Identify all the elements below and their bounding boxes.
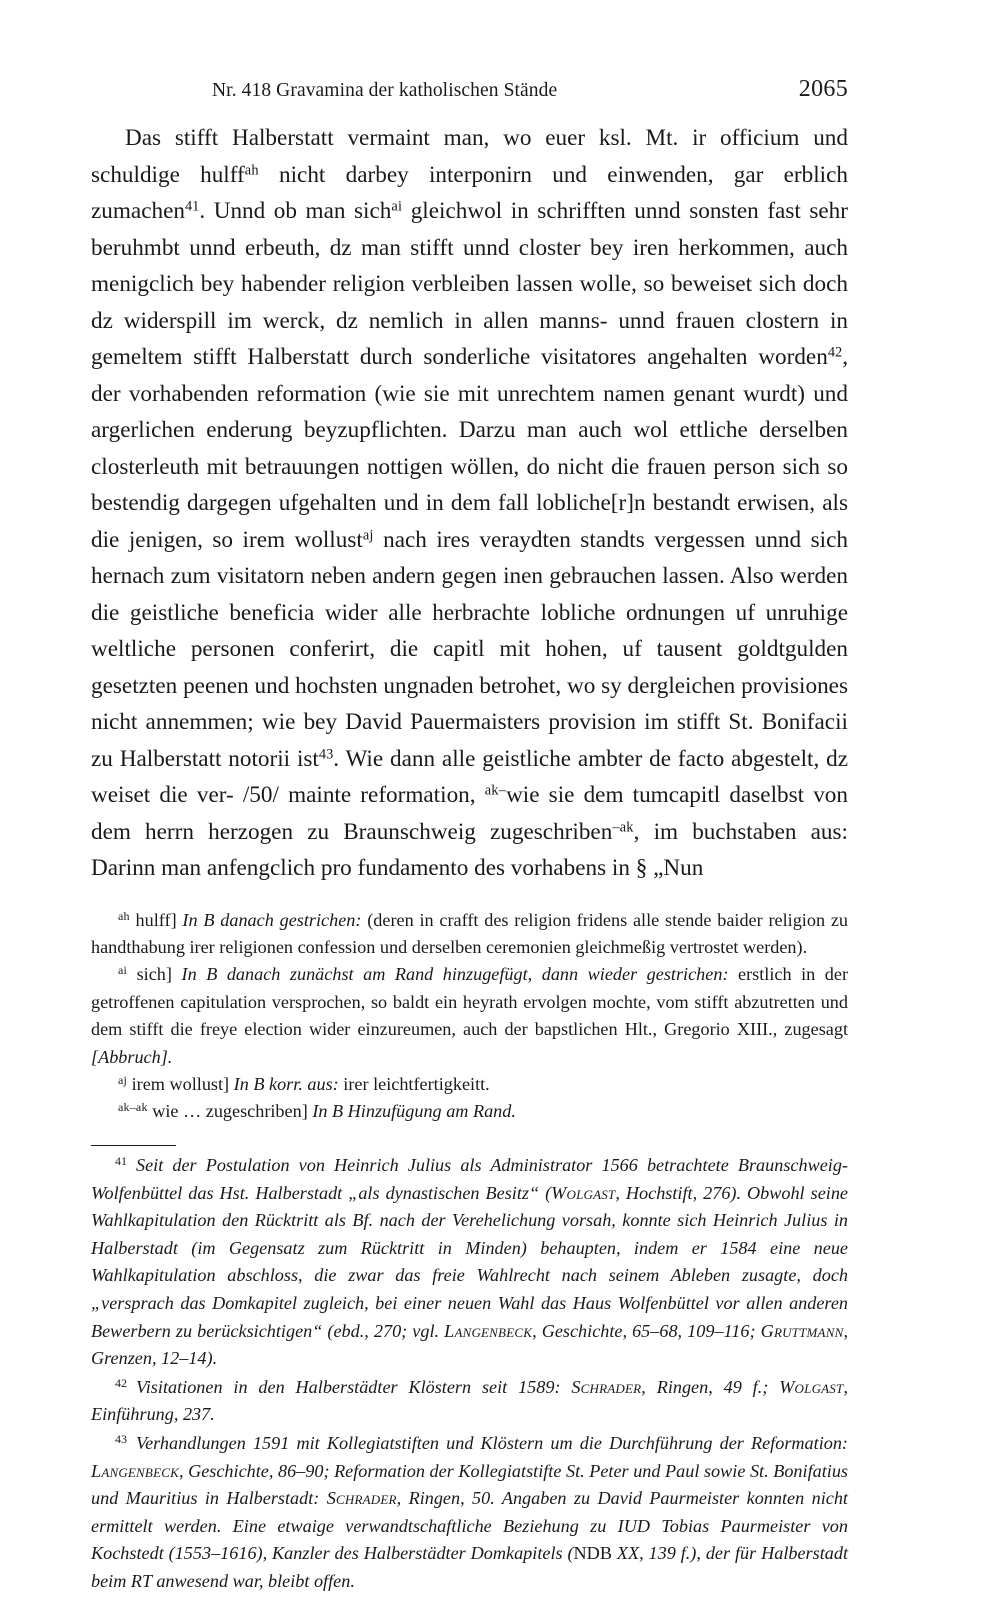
bibliographic-author: Langenbeck [91,1460,179,1481]
apparatus-editorial-remark: In B danach gestrichen: [182,909,362,930]
apparatus-ref[interactable]: ak– [484,782,507,799]
apparatus-note-siglum: ah [118,908,130,923]
footnote: $^{41}$ Seit der Postulation von Heinrich Julius als Administrator 1566 betrachtete Braunschweig-Wolfenbüttel das Hst. Halberstadt „als dynastischen Besitz“ (Wolgast, Hochstift, 276). Obwohl seine Wahlkapitulation den Rücktritt als Bf. nach der Verehelichung vorsah, konnte sich Heinrich Julius in Halberstadt (im Gegensatz zum Rücktritt in Minden) behaupten, indem er 1584 eine neue Wahlkapitulation abschloss, die zwar das freie Wahlrecht nach seinem Ableben zusagte, doch „versprach das Domkapitel zugleich, bei einer neuen Wahl das Haus Wolfenbüttel vor allen anderen Bewerbern zu berücksichtigen“ (ebd., 270; vgl. Langenbeck, Geschichte, 65–68, 109–116; Gruttmann, Grenzen, 12–14). [91,1154,848,1369]
bibliographic-author: Wolgast [551,1182,616,1203]
apparatus-lemma-bracket: ] [223,1073,230,1094]
apparatus-note-siglum: ak–ak [118,1100,148,1115]
footnote-ref[interactable]: 41 [184,198,200,215]
footnote-separator-rule [91,1145,176,1146]
bibliographic-author: Langenbeck [444,1320,533,1341]
apparatus-note: $^{ai}$ sich] In B danach zunächst am Rand hinzugefügt, dann wieder gestrichen: erstlich in der getroffenen capitulation versprochen, so baldt ein heyrath ervolgen mochte, vom stifft abzutretten und dem stifft die freye election wider einzureumen, auch der bapstlichen Hlt., Gregorio XIII., zugesagt [Abbruch]. [91,963,848,1067]
running-head [91,76,848,106]
bibliographic-author: Schrader [326,1488,397,1509]
apparatus-lemma-bracket: ] [301,1101,308,1122]
footnote-number: 43 [115,1431,127,1446]
footnote: $^{42}$ Visitationen in den Halberstädter Klöstern seit 1589: Schrader, Ringen, 49 f.; Wolgast, Einführung, 237. [91,1375,848,1425]
apparatus-ref[interactable]: aj [362,527,374,544]
bibliographic-author: Gruttmann [760,1320,844,1341]
reference-abbreviation: NDB [573,1543,612,1564]
apparatus-editorial-remark: In B danach zunächst am Rand hinzugefügt, dann wieder gestrichen: [181,964,729,985]
bibliographic-author: Wolgast [779,1376,844,1397]
apparatus-editorial-remark: [Abbruch]. [91,1046,173,1067]
apparatus-note: $^{ah}$ hulff] In B danach gestrichen: (deren in crafft des religion fridens alle stende baider religion zu handthabung irer religionen confession und derselben ceremonien gleichmeßig vertrostet werden). [91,908,849,957]
apparatus-note-siglum: aj [118,1072,128,1087]
page-number: 2065 [798,76,848,102]
apparatus-lemma-bracket: ] [165,964,172,985]
apparatus-lemma-bracket: ] [170,909,177,930]
footnotes-block [91,1152,848,1596]
page-content [91,0,848,1597]
footnote-number: 41 [115,1154,127,1169]
footnote-number: 42 [115,1375,127,1390]
apparatus-editorial-remark: In B korr. aus: [233,1073,339,1094]
apparatus-ref[interactable]: ai [391,198,403,215]
main-edition-text [91,120,848,887]
apparatus-note: $^{ak-ak}$ wie … zugeschriben] In B Hinzufügung am Rand. [118,1100,516,1122]
footnote-ref[interactable]: 43 [318,746,334,763]
apparatus-note: $^{aj}$ irem wollust] In B korr. aus: irer leichtfertigkeitt. [118,1072,490,1094]
apparatus-editorial-remark: In B Hinzufügung am Rand. [312,1101,516,1122]
critical-apparatus [91,907,848,1126]
running-head-title: Nr. 418 Gravamina der katholischen Stände [212,80,558,101]
apparatus-note-siglum: ai [118,963,128,978]
bibliographic-author: Schrader [571,1376,642,1397]
footnote: $^{43}$ Verhandlungen 1591 mit Kollegiatstiften und Klöstern um die Durchführung der Reformation: Langenbeck, Geschichte, 86–90; Reformation der Kollegiatstifte St. Peter und Paul sowie St. Bonifatius und Mauritius in Halberstadt: Schrader, Ringen, 50. Angaben zu David Paurmeister konnten nicht ermittelt werden. Eine etwaige verwandtschaftliche Beziehung zu IUD Tobias Paurmeister von Kochstedt (1553–1616), Kanzler des Halberstädter Domkapitels (NDB XX, 139 f.), der für Halberstadt beim RT anwesend war, bleibt offen. [91,1431,848,1591]
apparatus-ref[interactable]: ah [244,162,259,179]
apparatus-ref[interactable]: –ak [612,819,634,836]
main-paragraph: Das stifft Halberstatt vermaint man, wo euer ksl. Mt. ir officium und schuldige hulff$^{ah}$ nicht darbey interponirn und einwenden, gar erblich zumachen$^{41}$. Unnd ob man sich$^{ai}$ gleichwol in schrifften unnd sonsten fast sehr beruhmbt unnd erbeuth, dz man stifft unnd closter bey iren herkommen, auch menigclich bey habender religion verbleiben lassen wolle, so beweiset sich doch dz widerspill im werck, dz nemlich in allen manns- unnd frauen clostern in gemeltem stifft Halberstatt durch sonderliche visitatores angehalten worden$^{42}$, der vorhabenden reformation (wie sie mit unrechtem namen genant wurdt) und argerlichen enderung beyzupflichten. Darzu man auch wol ettliche derselben closterleuth mit betrauungen nottigen wöllen, do nicht die frauen person sich so bestendig dargegen ufgehalten und in dem fall lobliche[r]n bestandt erwisen, als die jenigen, so irem wollust$^{aj}$ nach ires veraydten standts vergessen unnd sich hernach zum visitatorn neben andern gegen inen gebrauchen lassen. Also werden die geistliche beneficia wider alle herbrachte lobliche ordnungen uf unruhige weltliche personen conferirt, die capitl mit hohen, uf tausent goldtgulden gesetzten peenen und hochsten ungnaden betrohet, wo sy dergleichen provisiones nicht annemmen; wie bey David Pauermaisters provision im stifft St. Bonifacii zu Halberstatt notorii ist$^{43}$. Wie dann alle geistliche ambter de facto abgestelt, dz weiset die ver- /50/ mainte reformation, $^{ak-}$wie sie dem tumcapitl daselbst von dem herrn herzogen zu Braunschweig zugeschriben$^{-ak}$, im buchstaben aus: Darinn man anfengclich pro fundamento des vorhabens in § „Nun [91,125,848,881]
footnote-ref[interactable]: 42 [827,344,843,361]
